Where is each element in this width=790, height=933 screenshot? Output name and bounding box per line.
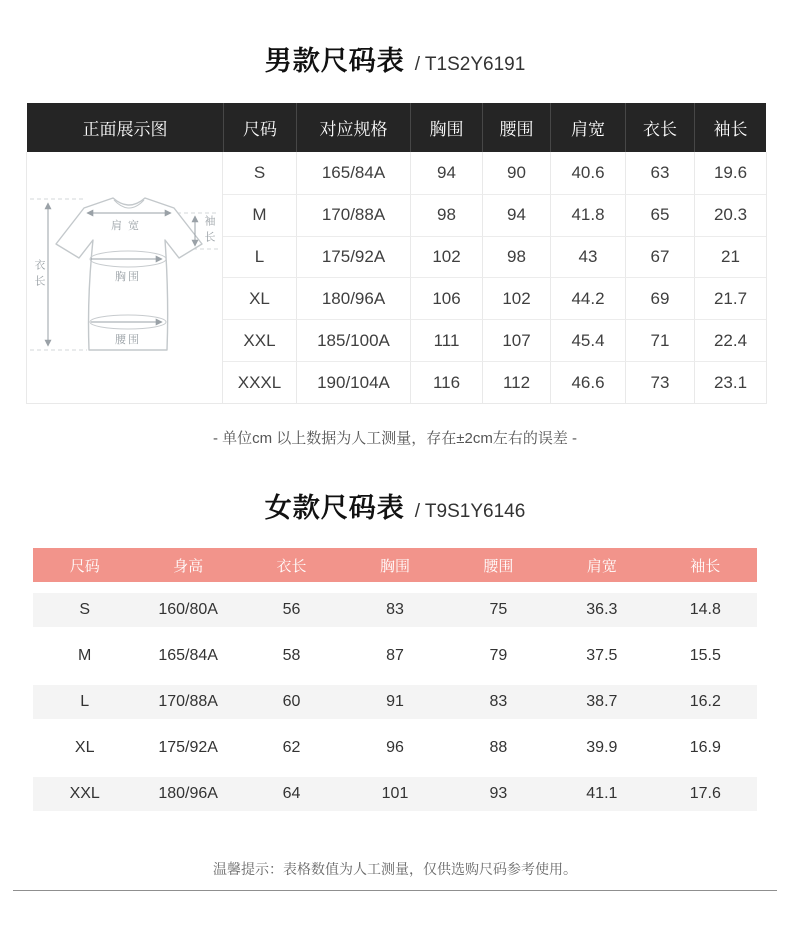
chest-label: 胸围 [115,271,141,283]
men-data-grid [223,152,766,403]
men-cell-sleeve: 23.1 [694,361,766,403]
tshirt-diagram [27,152,223,403]
men-cell-spec: 190/104A [296,361,410,403]
women-cell-height: 170/88A [158,693,218,710]
men-measure-note: - 单位cm 以上数据为人工测量，存在±2cm左右的误差 - [212,430,578,447]
women-cell-sleeve: 15.5 [689,647,721,664]
women-table-body [33,587,757,817]
men-cell-waist: 102 [482,277,550,319]
men-cell-spec: 175/92A [296,236,410,278]
men-cell-shoulder: 40.6 [550,152,625,194]
sleeve-length-label: 袖长 [203,215,215,247]
women-table-header [33,548,757,582]
men-cell-size: XXL [223,319,296,361]
women-cell-height: 160/80A [158,601,218,618]
men-cell-chest: 106 [410,277,482,319]
women-size-table [33,548,757,817]
women-cell-length: 60 [282,693,301,710]
women-cell-shoulder: 38.7 [586,693,618,710]
women-table-row [33,587,757,633]
men-cell-length: 65 [625,194,694,236]
men-cell-shoulder: 45.4 [550,319,625,361]
men-cell-length: 71 [625,319,694,361]
bottom-divider [13,890,777,891]
women-cell-height: 165/84A [158,647,218,664]
women-title-text: 女款尺码表 [264,493,405,523]
women-cell-chest: 87 [386,647,404,664]
men-cell-length: 69 [625,277,694,319]
men-cell-shoulder: 46.6 [550,361,625,403]
men-cell-chest: 102 [410,236,482,278]
men-cell-shoulder: 44.2 [550,277,625,319]
women-measure-note: 温馨提示：表格数值为人工测量，仅供选购尺码参考使用。 [213,861,577,877]
women-cell-sleeve: 14.8 [689,601,721,618]
women-cell-size: S [79,601,91,618]
men-cell-waist: 98 [482,236,550,278]
men-cell-sleeve: 20.3 [694,194,766,236]
men-product-code: / T1S2Y6191 [414,54,526,75]
garment-length-label: 衣长 [33,259,45,291]
men-cell-shoulder: 43 [550,236,625,278]
men-cell-waist: 90 [482,152,550,194]
men-size-table [26,103,767,404]
women-cell-shoulder: 37.5 [586,647,618,664]
women-cell-chest: 96 [386,739,404,756]
men-cell-shoulder: 41.8 [550,194,625,236]
women-cell-waist: 88 [489,739,508,756]
women-cell-waist: 75 [489,601,508,618]
men-cell-chest: 98 [410,194,482,236]
men-table-body [26,152,767,404]
women-cell-sleeve: 16.9 [689,739,721,756]
men-cell-chest: 116 [410,361,482,403]
men-header-front-view: 正面展示图 [82,120,168,139]
men-cell-chest: 94 [410,152,482,194]
waist-label: 腰围 [115,334,141,346]
men-cell-length: 63 [625,152,694,194]
women-header-shoulder: 肩宽 [586,557,617,575]
women-cell-shoulder: 39.9 [586,739,618,756]
men-header-waist: 腰围 [482,103,550,152]
women-cell-shoulder: 41.1 [586,785,618,802]
men-table-header [27,103,766,152]
women-cell-size: XL [74,739,95,756]
women-table-row [33,771,757,817]
men-cell-sleeve: 21 [694,236,766,278]
men-cell-size: XXXL [223,361,296,403]
men-header-length: 衣长 [625,103,694,152]
men-cell-waist: 94 [482,194,550,236]
women-cell-length: 58 [282,647,301,664]
women-cell-height: 180/96A [158,785,218,802]
women-table-row [33,725,757,771]
men-cell-length: 67 [625,236,694,278]
women-cell-waist: 83 [489,693,508,710]
women-cell-chest: 83 [386,601,404,618]
men-cell-spec: 185/100A [296,319,410,361]
men-cell-waist: 112 [482,361,550,403]
men-cell-sleeve: 19.6 [694,152,766,194]
women-table-row [33,633,757,679]
women-header-height: 身高 [173,557,204,575]
women-cell-size: XXL [69,785,100,802]
men-cell-size: L [223,236,296,278]
women-cell-length: 56 [282,601,301,618]
women-cell-shoulder: 36.3 [586,601,618,618]
men-cell-waist: 107 [482,319,550,361]
men-cell-size: S [253,162,266,182]
women-header-sleeve: 袖长 [690,557,721,575]
men-header-chest: 胸围 [410,103,482,152]
women-cell-chest: 101 [381,785,409,802]
women-header-chest: 胸围 [379,557,410,575]
women-header-length: 衣长 [276,557,307,575]
women-header-size: 尺码 [69,557,100,575]
men-cell-length: 73 [625,361,694,403]
women-cell-waist: 79 [489,647,508,664]
men-header-spec: 对应规格 [296,103,410,152]
women-cell-waist: 93 [489,785,508,802]
men-title-text: 男款尺码表 [264,46,405,76]
men-cell-size: XL [223,277,296,319]
women-header-waist: 腰围 [483,557,514,575]
women-cell-sleeve: 17.6 [689,785,721,802]
men-cell-spec: 165/84A [296,152,410,194]
women-cell-chest: 91 [386,693,404,710]
women-cell-length: 62 [282,739,301,756]
women-cell-size: L [80,693,90,710]
men-section-title [0,0,790,77]
men-cell-chest: 111 [410,319,482,361]
men-cell-sleeve: 22.4 [694,319,766,361]
men-cell-spec: 170/88A [296,194,410,236]
women-table-row [33,679,757,725]
men-header-shoulder: 肩宽 [550,103,625,152]
women-cell-sleeve: 16.2 [689,693,721,710]
women-cell-height: 175/92A [158,739,218,756]
men-cell-spec: 180/96A [296,277,410,319]
men-cell-size: M [223,194,296,236]
women-cell-length: 64 [282,785,301,802]
women-cell-size: M [78,647,92,664]
men-header-size: 尺码 [223,103,296,152]
shoulder-width-label: 肩宽 [111,220,145,232]
tshirt-diagram-svg [27,152,222,402]
women-product-code: / T9S1Y6146 [414,501,526,522]
men-cell-sleeve: 21.7 [694,277,766,319]
men-header-sleeve: 袖长 [694,103,766,152]
women-section-title [0,493,790,523]
